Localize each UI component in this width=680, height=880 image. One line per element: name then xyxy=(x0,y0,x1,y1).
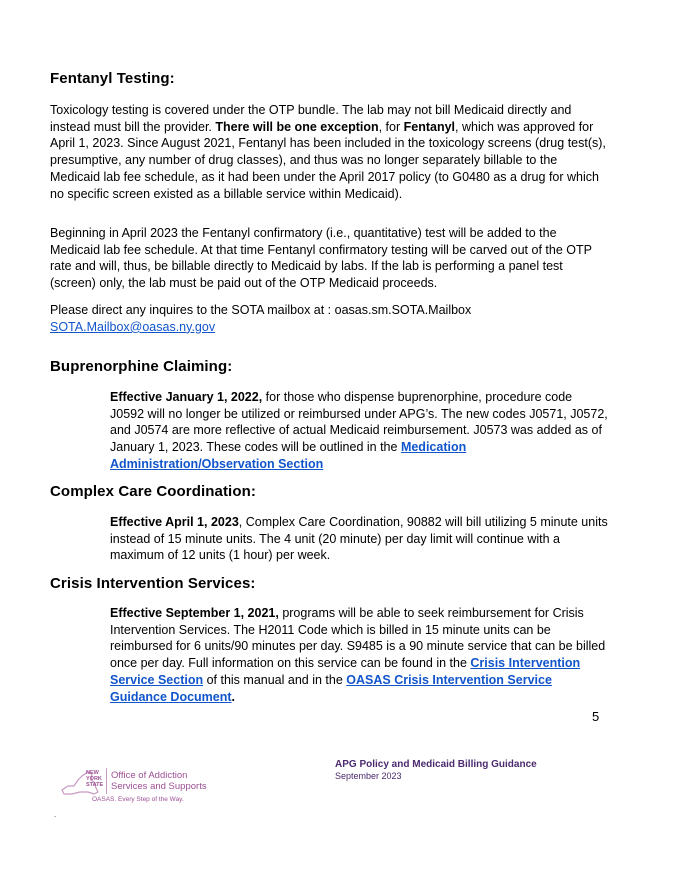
buprenorphine-paragraph xyxy=(110,389,608,473)
crisis-paragraph xyxy=(110,605,608,705)
footer-dot: . xyxy=(54,810,57,819)
bold-effective-date: Effective April 1, 2023 xyxy=(110,515,239,529)
logo-divider xyxy=(106,768,107,794)
text-span: for those who dispense buprenorphine, procedure code J0592 will no longer be utilized or reimbursed under APG’s. The new codes J0571, J0572, and J0574 are more reflective of actual Medicaid reimbursement. J0573 was added as of January 1, 2023. These codes will be outlined in the xyxy=(110,390,608,455)
logo-office-line2: Services and Supports xyxy=(111,781,207,792)
text-span: programs will be able to seek reimbursement for Crisis Intervention Services. The H2011 Code which is billed in 15 minute units can be reimbursed for 6 units/90 minutes per day. S9485 is a 90 minute service that can be billed once per day. Full information on this service can be found in the xyxy=(110,606,606,671)
period: . xyxy=(231,689,236,704)
text-span: , for xyxy=(378,119,404,134)
complex-care-heading: Complex Care Coordination: xyxy=(50,483,256,500)
text-span: of this manual and in the xyxy=(203,672,347,687)
page-number: 5 xyxy=(592,709,600,724)
fentanyl-paragraph-2: Beginning in April 2023 the Fentanyl confirmatory (i.e., quantitative) test will be added to the Medicaid lab fee schedule. At that time Fentanyl confirmatory testing will be carved out of the OTP rate and will, thus, be billable directly to Medicaid by labs. If the lab is performing a panel test (screen) only, the lab must be paid out of the OTP Medicaid proceeds. xyxy=(50,226,592,291)
oasas-logo xyxy=(58,766,228,810)
logo-office-line1: Office of Addiction xyxy=(111,770,188,781)
buprenorphine-heading: Buprenorphine Claiming: xyxy=(50,358,233,375)
sota-email-link[interactable]: SOTA.Mailbox@oasas.ny.gov xyxy=(50,319,216,334)
crisis-heading: Crisis Intervention Services: xyxy=(50,575,256,592)
bold-fentanyl: Fentanyl xyxy=(403,119,456,134)
complex-care-paragraph xyxy=(110,514,608,564)
bold-exception: There will be one exception xyxy=(215,119,379,134)
text-span: , Complex Care Coordination, 90882 will bill utilizing 5 minute units instead of 15 minute units. The 4 unit (20 minute) per day limit will continue with a maximum of 12 units (1 hour) per week. xyxy=(110,515,608,563)
medication-administration-link[interactable]: Medication Administration/Observation Section xyxy=(110,440,467,471)
fentanyl-heading: Fentanyl Testing: xyxy=(50,70,175,87)
footer-title: APG Policy and Medicaid Billing Guidance xyxy=(335,759,537,770)
logo-tagline: OASAS. Every Step of the Way. xyxy=(92,796,184,803)
text-span: , which was approved for April 1, 2023. Since August 2021, Fentanyl has been included in the toxicology screens (drug test(s), presumptive, any number of drug classes), and thus was no longer separately billable to the Medicaid lab fee schedule, as it had been under the April 2017 policy (to G0480 as a drug for which no specific screen existed as a billable service within Medicaid). xyxy=(50,119,606,201)
crisis-guidance-link[interactable]: OASAS Crisis Intervention Service Guidance Document xyxy=(110,672,552,704)
bold-effective-date: Effective September 1, 2021, xyxy=(110,606,279,620)
logo-office-text xyxy=(111,770,207,792)
crisis-section-link[interactable]: Crisis Intervention Service Section xyxy=(110,656,581,687)
logo-state-text: NEW YORK STATE xyxy=(86,770,104,788)
footer-date: September 2023 xyxy=(335,771,402,781)
text-span: Please direct any inquires to the SOTA mailbox at : oasas.sm.SOTA.Mailbox xyxy=(50,303,472,317)
text-span: Toxicology testing is covered under the OTP bundle. The lab may not bill Medicaid directly and instead must bill the provider. xyxy=(50,103,572,134)
bold-effective-date: Effective January 1, 2022, xyxy=(110,390,263,404)
fentanyl-paragraph-3 xyxy=(50,302,606,335)
fentanyl-paragraph-1 xyxy=(50,102,606,202)
